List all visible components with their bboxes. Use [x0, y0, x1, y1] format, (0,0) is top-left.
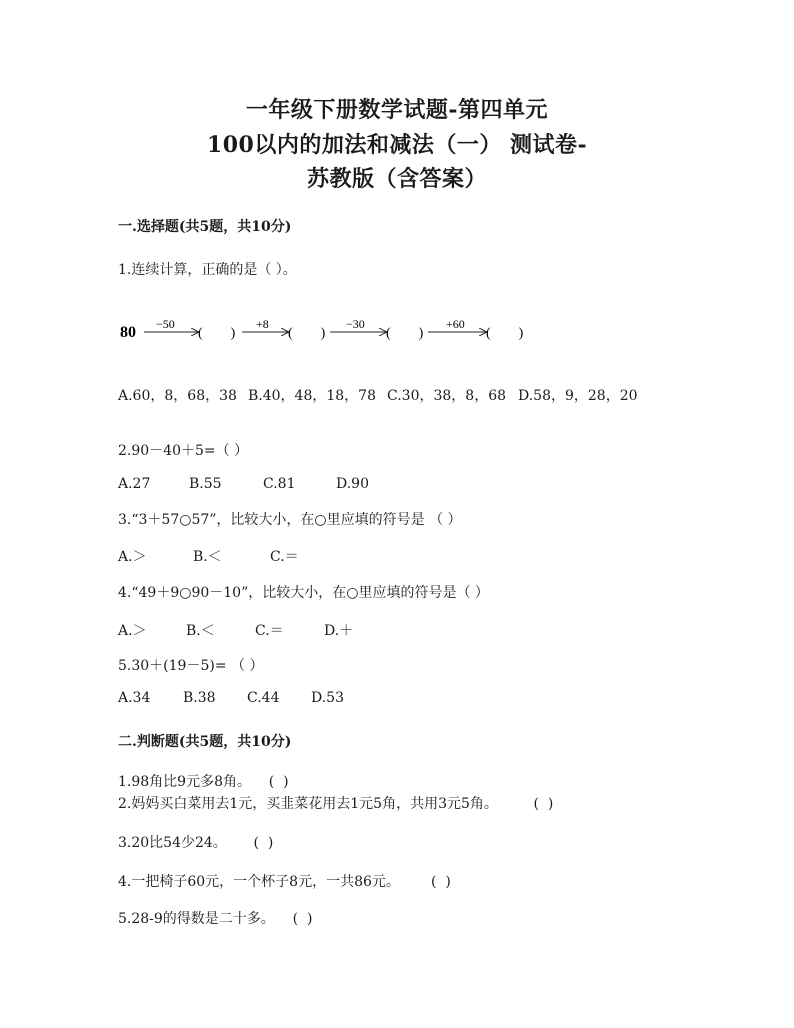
chain-start: 80: [120, 324, 136, 341]
q2-option-d[interactable]: D.90: [336, 476, 369, 492]
chain-op-3: −30: [346, 317, 365, 331]
q2-option-a[interactable]: A.27: [118, 476, 151, 492]
q3-option-c[interactable]: C.＝: [270, 549, 299, 565]
chain-blank-4: ( ): [486, 326, 524, 341]
judge-item-3: 3.20比54少24。 ( ): [118, 835, 274, 851]
q4-option-b[interactable]: B.＜: [186, 623, 215, 639]
q2-option-b[interactable]: B.55: [189, 476, 222, 492]
q1-option-c[interactable]: C.30，38，8，68: [387, 388, 507, 404]
q5-option-a[interactable]: A.34: [118, 690, 151, 706]
title-line-1: 一年级下册数学试题-第四单元: [245, 97, 549, 123]
chain-diagram: [118, 310, 548, 350]
q4-option-d[interactable]: D.＋: [324, 623, 354, 639]
q4-option-a[interactable]: A.＞: [118, 623, 147, 639]
q5-stem: 5.30＋(19－5)= （ ）: [118, 658, 264, 674]
q1-stem: 1.连续计算，正确的是（ ）。: [118, 262, 297, 278]
chain-blank-3: ( ): [386, 326, 424, 341]
judge-item-5: 5.28-9的得数是二十多。 ( ): [118, 911, 313, 927]
q1-option-b[interactable]: B.40，48，18，78: [248, 388, 376, 404]
section-2-heading: 二.判断题(共5题，共10分): [118, 734, 292, 750]
chain-op-2: +8: [256, 317, 269, 331]
q3-option-b[interactable]: B.＜: [193, 549, 222, 565]
q1-option-d[interactable]: D.58，9，28，20: [518, 388, 638, 404]
judge-item-1: 1.98角比9元多8角。 ( ): [118, 774, 289, 790]
q3-stem: 3.“3＋57○57”，比较大小，在○里应填的符号是 （ ）: [118, 512, 462, 528]
q2-stem: 2.90－40＋5=（ ）: [118, 443, 249, 459]
q5-option-c[interactable]: C.44: [247, 690, 280, 706]
q5-option-d[interactable]: D.53: [311, 690, 344, 706]
q1-option-a[interactable]: A.60，8，68，38: [118, 388, 237, 404]
chain-blank-1: ( ): [198, 326, 236, 341]
title-line-3: 苏教版（含答案）: [306, 166, 487, 192]
q4-stem: 4.“49＋9○90－10”，比较大小，在○里应填的符号是（ ）: [118, 585, 489, 601]
section-1-heading: 一.选择题(共5题，共10分): [118, 219, 292, 235]
chain-op-1: −50: [156, 317, 175, 331]
chain-blank-2: ( ): [288, 326, 326, 341]
q5-option-b[interactable]: B.38: [183, 690, 216, 706]
title-line-2: 100以内的加法和减法（一） 测试卷-: [206, 132, 588, 158]
q2-option-c[interactable]: C.81: [263, 476, 296, 492]
q4-option-c[interactable]: C.＝: [255, 623, 284, 639]
q1-calculation-chain: [118, 310, 548, 350]
judge-item-2: 2.妈妈买白菜用去1元，买韭菜花用去1元5角，共用3元5角。 ( ): [118, 796, 554, 812]
q3-option-a[interactable]: A.＞: [118, 549, 147, 565]
chain-op-4: +60: [446, 317, 465, 331]
judge-item-4: 4.一把椅子60元，一个杯子8元，一共86元。 ( ): [118, 874, 451, 890]
